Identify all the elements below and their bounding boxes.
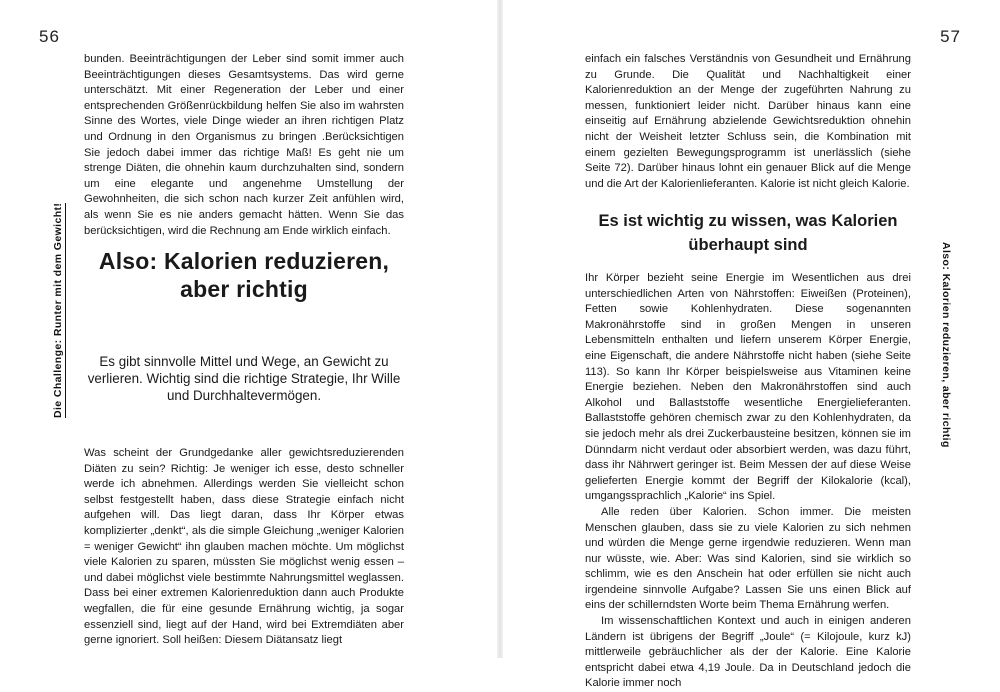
right-section-heading: Es ist wichtig zu wissen, was Kalorien überhaupt sind [598, 212, 898, 254]
left-lede: Es gibt sinnvolle Mittel und Wege, an Gewicht zu verlieren. Wichtig sind die richtige Strategie, Ihr Wille und Durchhaltevermögen. [87, 354, 401, 403]
left-section-heading: Also: Kalorien reduzieren, aber richtig [98, 248, 390, 302]
right-top-paragraph: einfach ein falsches Verständnis von Gesundheit und Ernährung zu Grunde. Die Qualität und Nachhaltigkeit einer Kalorienreduktion an der Menge der zugeführten Nahrung zu messen, funktioniert leider nicht. Darüber hinaus kann eine einseitig auf Ernährung abzielende Gewichtsreduktion ohnehin nicht der Weisheit letzter Schluss sein, die Kombination mit einem gezielten Bewegungsprogramm ist unerlässlich (siehe Seite 72). Darüber hinaus lohnt ein genauer Blick auf die Menge und die Art der Kalorienlieferanten. Kalorie ist nicht gleich Kalorie. [585, 53, 911, 190]
page-number-left: 56 [39, 27, 60, 46]
left-top-text-block [84, 52, 404, 239]
right-paragraph-3: Im wissenschaftlichen Kontext und auch in einigen anderen Ländern ist übrigens der Begriff „Joule“ (= Kilojoule, kurz kJ) mittlerweile gebräuchlicher als der der Kalorie. Eine Kalorie entspricht dabei etwa 4,19 Joule. Da in Deutschland jedoch die Kalorie immer noch [585, 615, 911, 690]
right-paragraph-1: Ihr Körper bezieht seine Energie im Wesentlichen aus drei unterschiedlichen Arten von Nährstoffen: Eiweißen (Proteinen), Fetten sowie Kohlenhydraten. Diese sogenannten Makronährstoffe sind in großen Mengen in unseren Lebensmitteln enthalten und liefern unserem Körper Energie, eine Eigenschaft, die andere Nährstoffe nicht haben (siehe Seite 113). So kann Ihr Körper beispielsweise aus Vitaminen keine Energie beziehen. Neben den Makronährstoffen sind auch Alkohol und Ballaststoffe wesentliche Energielieferanten. Ballaststoffe gehören chemisch zwar zu den Kohlenhydraten, da sie jedoch mehr als drei Zuckerbausteine besitzen, können sie im Dünndarm nicht verdaut oder absorbiert werden, was dazu führt, dass ihr Nährwert geringer ist. Beim Messen der auf diese Weise gelieferten Energie kommt der Begriff der Kilokalorie (kcal), umgangssprachlich „Kalorie“ ins Spiel. [585, 272, 911, 503]
right-top-text-block [585, 52, 911, 192]
page-number-right: 57 [940, 27, 961, 46]
running-head-right: Also: Kalorien reduzieren, aber richtig [940, 242, 952, 448]
book-gutter [497, 0, 503, 658]
running-head-left: Die Challenge: Runter mit dem Gewicht! [52, 202, 64, 418]
right-body-text-block [585, 271, 911, 692]
left-top-paragraph: bunden. Beeinträchtigungen der Leber sind somit immer auch Beeinträchtigungen dieses Gesamtsystems. Das wird gerne unterschätzt. Mit einer Regeneration der Leber und einer entsprechenden Größenrückbildung helfen Sie also im wahrsten Sinne des Wortes, viele Dinge wieder an ihren richtigen Platz und Ordnung in den Organismus zu bringen .Berücksichtigen Sie jedoch dabei immer das richtige Maß! Es geht nie um strenge Diäten, die ohnehin kaum durchzuhalten sind, sondern um eine elegante und angenehme Umstellung der Gewohnheiten, die sich schon nach kurzer Zeit anfühlen wird, als wenn Sie es nie anders gemacht hätten. Wenn Sie das berücksichtigen, wird die Rechnung am Ende wirklich einfach. [84, 53, 404, 237]
right-paragraph-2: Alle reden über Kalorien. Schon immer. Die meisten Menschen glauben, dass sie zu viele Kalorien zu sich nehmen und würden die Menge gerne irgendwie reduzieren. Wenn man nur wüsste, wie. Aber: Was sind Kalorien, sind sie wirklich so schlimm, wie es den Anschein hat oder erfüllen sie nicht auch irgendeine sinnvolle Aufgabe? Lassen Sie uns einen Blick auf eins der schillerndsten Worte beim Thema Ernährung werfen. [585, 505, 911, 612]
left-bottom-paragraph: Was scheint der Grundgedanke aller gewichtsreduzierenden Diäten zu sein? Richtig: Je weniger ich esse, desto schneller werde ich abnehmen. Allerdings werden Sie vielleicht schon selbst festgestellt haben, dass diese Strategie einfach nicht aufgehen will. Das liegt daran, dass Ihr Körper etwas komplizierter „denkt“, als die simple Gleichung „weniger Kalorien = weniger Gewicht“ ihn glauben machen möchte. Um möglichst viele Kalorien zu sparen, müssten Sie möglichst wenig essen – und dabei möglichst viele bestimmte Nahrungsmittel weglassen. Dass bei einer extremen Kalorienreduktion dann auch Produkte wegfallen, die für eine gesunde Ernährung wichtig, ja sogar essenziell sind, liegt auf der Hand, wird bei Extremdiäten aber gerne ignoriert. Soll heißen: Diesem Diätansatz liegt [84, 447, 404, 647]
left-bottom-text-block [84, 446, 404, 649]
